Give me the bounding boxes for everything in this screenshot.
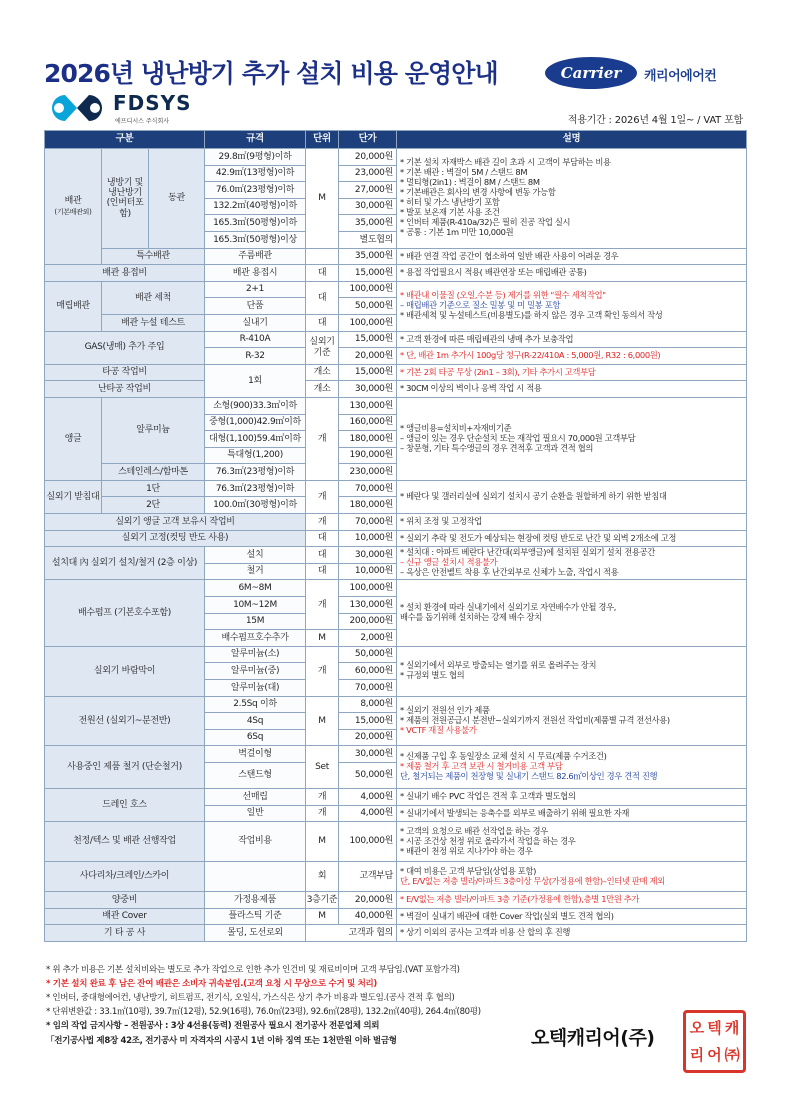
spec-cell: 165.3㎡(50평형)이하	[205, 215, 306, 232]
price-cell: 30,000원	[339, 547, 397, 564]
fdsys-logo	[43, 91, 208, 126]
spec-cell: 배관 용접시	[205, 265, 306, 282]
price-cell: 4,000원	[339, 788, 397, 805]
spec-cell: 29.8㎡(9평형)이하	[205, 149, 306, 166]
embedded-label: 매립배관	[45, 281, 102, 331]
price-cell: 10,000원	[339, 563, 397, 580]
table-row	[45, 530, 747, 547]
spec-cell: 15M	[205, 613, 306, 630]
power-label: 전원선 (실외기~분전반)	[45, 696, 205, 746]
pricing-table	[44, 130, 747, 942]
price-cell: 30,000원	[339, 381, 397, 398]
table-row	[45, 547, 747, 564]
company-seal-icon: 오 텍 캐 리 어 ㈜	[683, 1010, 746, 1073]
spec-cell: 실내기	[205, 314, 306, 331]
pump-label: 배수펌프 (기본호수포함)	[45, 580, 205, 646]
price-cell: 27,000원	[339, 182, 397, 199]
fix-label: 실외기 고정(컷팅 반도 사용)	[45, 530, 306, 547]
hard-core-label: 난타공 작업비	[45, 381, 205, 398]
unit-cell: M	[306, 149, 339, 249]
table-row	[45, 149, 747, 166]
ladder-desc: * 대여 비용은 고객 부담임(상업용 포함) 단, E/V없는 저층 빌라/아파트 3층이상 무상(가정용에 한함)–인터넷 판매 제외	[397, 862, 747, 892]
table-header-row	[45, 131, 747, 149]
unit-cell: M	[306, 908, 339, 925]
price-cell: 50,000원	[339, 298, 397, 315]
aluminum-label: 알루미늄	[102, 397, 205, 463]
price-cell: 40,000원	[339, 908, 397, 925]
unit-cell: 개	[306, 805, 339, 822]
price-cell: 50,000원	[339, 762, 397, 788]
table-row	[45, 480, 747, 497]
spec-cell: 알루미늄(대)	[205, 680, 306, 697]
price-cell: 70,000원	[339, 480, 397, 497]
header-desc: 설명	[397, 131, 747, 149]
carrier-brand-kr: 캐리어에어컨	[644, 69, 717, 84]
price-cell: 20,000원	[339, 149, 397, 166]
desc-cell: * 배관 연결 작업 공간이 협소하여 일반 배관 사용이 어려운 경우	[397, 248, 747, 265]
table-row	[45, 646, 747, 663]
unit-cell: M	[306, 822, 339, 862]
table-row	[45, 281, 747, 298]
unit-cell: 회	[306, 862, 339, 892]
table-row	[45, 381, 747, 398]
spec-cell: 스탠드형	[205, 762, 306, 788]
bracket-label: 앵글	[45, 397, 102, 480]
price-cell: 100,000원	[339, 314, 397, 331]
carrier-logo-text: Carrier	[560, 64, 622, 82]
table-row	[45, 862, 747, 892]
price-cell: 180,000원	[339, 431, 397, 448]
desc-cell: * 실외기 추락 및 전도가 예상되는 현장에 컷팅 반도로 난간 및 외벽 2개소에 고정	[397, 530, 747, 547]
table-row	[45, 580, 747, 597]
table-row	[45, 397, 747, 414]
spec-cell: 알루미늄(중)	[205, 663, 306, 680]
table-row	[45, 925, 747, 942]
unit-cell: 대	[306, 281, 339, 314]
spec-cell: 선매립	[205, 788, 306, 805]
price-cell: 2,000원	[339, 630, 397, 647]
desc-cell: * 기본 2회 타공 무상 (2in1 – 3회), 기타 추가시 고객부담	[397, 364, 747, 381]
note-line: * 기본 설치 완료 후 남은 잔여 배관은 소비자 귀속분임.(고객 요청 시 무상으로 수거 및 처리)	[46, 979, 378, 990]
desc-cell: * 위치 조정 및 고정작업	[397, 514, 747, 531]
spec-cell	[205, 862, 306, 892]
price-cell: 고객부담	[339, 862, 397, 892]
desc-cell: * E/V없는 저층 빌라/아파트 3층 기준(가정용에 한함),층별 1만원 추가	[397, 892, 747, 909]
spec-cell: 설치	[205, 547, 306, 564]
spec-cell: 4Sq	[205, 713, 306, 730]
table-row	[45, 822, 747, 862]
unit-cell: 실외기 기준	[306, 331, 339, 364]
spec-cell: 몰딩, 도선로외	[205, 925, 306, 942]
window-label: 설치대 內 실외기 설치/철거 (2층 이상)	[45, 547, 205, 580]
unit-cell: M	[306, 630, 339, 647]
unit-cell: 개	[306, 514, 339, 531]
price-cell: 180,000원	[339, 497, 397, 514]
fdsys-subtitle: 에프디시스 주식회사	[115, 118, 170, 125]
spec-cell: 42.9㎡(13평형)이하	[205, 165, 306, 182]
spec-cell: 단품	[205, 298, 306, 315]
spec-cell: 165.3㎡(50평형)이상	[205, 231, 306, 248]
unit-cell: 대	[306, 530, 339, 547]
note-line: * 위 추가 비용은 기본 설치비와는 별도로 추가 작업으로 인한 추가 인건비 및 재료비이며 고객 부담임.(VAT 포함가격)	[46, 965, 460, 975]
price-cell: 60,000원	[339, 663, 397, 680]
spec-cell: 76.3㎡(23평형)이하	[205, 464, 306, 481]
price-cell: 20,000원	[339, 348, 397, 365]
ceiling-label: 천정/텍스 및 배관 선행작업	[45, 822, 205, 862]
price-cell: 8,000원	[339, 696, 397, 713]
price-cell: 100,000원	[339, 580, 397, 597]
core-label: 타공 작업비	[45, 364, 205, 381]
unit-cell: 대	[306, 547, 339, 564]
price-cell: 30,000원	[339, 746, 397, 763]
stand-tier: 2단	[102, 497, 205, 514]
removal-label: 사용중인 제품 철거 (단순철거)	[45, 746, 205, 789]
piping-desc: * 기본 설치 자재박스 배관 길이 초과 시 고객이 부담하는 비용 * 기본 배관 : 벽걸이 5M / 스탠드 8M * 멀티형(2in1) : 벽걸이 8M / 스탠드 8M * 기본배관은 회사의 변경 사항에 변동 가능함 * 히터 및 가스 냉난방기 포함 * 발포 보온재 기본 사용 조건 * 인버터 제품(R-410a/32)은 필히 진공 작업 실시 * 공통 : 기본 1m 미만 10,000원	[397, 149, 747, 249]
piping-group: 배관 (기본배관외)	[45, 149, 102, 265]
spec-cell: 소형(900)33.3㎡이하	[205, 397, 306, 414]
price-cell: 15,000원	[339, 364, 397, 381]
leak-label: 배관 누설 테스트	[102, 314, 205, 331]
pump-desc: * 설치 환경에 따라 실내기에서 실외기로 자연배수가 안될 경우, 배수를 돕기위해 설치하는 강제 배수 장치	[397, 580, 747, 646]
spec-cell: 132.2㎡(40평형)이하	[205, 198, 306, 215]
unit-cell: 개소	[306, 381, 339, 398]
unit-cell: 3층기준	[306, 892, 339, 909]
price-cell: 15,000원	[339, 265, 397, 282]
carrier-logo	[545, 57, 637, 89]
wind-label: 실외기 바람막이	[45, 646, 205, 696]
power-desc: * 실외기 전원선 인가 제품 * 제품의 전원공급시 분전반~실외기까지 전원선 작업비(제품별 규격 전선사용) * VCTF 재질 사용불가	[397, 696, 747, 746]
spec-cell: 철거	[205, 563, 306, 580]
note-line: * 단위변환값 : 33.1㎡(10평), 39.7㎡(12평), 52.9(16평), 76.0㎡(23평), 92.6㎡(28평), 132.2㎡(40평), 264.4㎡(80평)	[46, 1007, 481, 1018]
price-cell: 160,000원	[339, 414, 397, 431]
price-cell: 20,000원	[339, 892, 397, 909]
table-row	[45, 788, 747, 805]
spec-cell: 6M~8M	[205, 580, 306, 597]
price-cell: 130,000원	[339, 397, 397, 414]
price-cell: 70,000원	[339, 514, 397, 531]
unit-cell: 개	[306, 646, 339, 696]
table-row	[45, 248, 747, 265]
price-cell: 190,000원	[339, 447, 397, 464]
window-desc: * 설치대 : 아파트 베란다 난간대(외부앵글)에 설치된 실외기 설치 전용공간 – 신규 앵글 설치시 적용불가 – 옥상은 안전벨트 착용 후 난간외부로 신체가 노출, 작업시 적용	[397, 547, 747, 580]
price-cell: 고객과 협의	[306, 925, 397, 942]
price-cell: 15,000원	[339, 713, 397, 730]
spec-cell: 1회	[205, 364, 306, 397]
table-row	[45, 514, 747, 531]
price-cell: 15,000원	[339, 331, 397, 348]
desc-cell: * 단, 배관 1m 추가시 100g당 청구(R-22/410A : 5,000원, R32 : 6,000원)	[397, 348, 747, 365]
price-cell: 20,000원	[339, 729, 397, 746]
header-unit: 단위	[306, 131, 339, 149]
piping-subgroup: 냉방기 및 냉난방기 (인버터포함)	[102, 149, 149, 249]
gas-label: GAS(냉매) 추가 주입	[45, 331, 205, 364]
lift-label: 양중비	[45, 892, 205, 909]
spec-cell: 주름배관	[205, 248, 306, 265]
desc-cell: * 상기 이외의 공사는 고객과 비용 산 합의 후 진행	[397, 925, 747, 942]
table-row	[45, 331, 747, 348]
price-cell: 4,000원	[339, 805, 397, 822]
spec-cell: 대형(1,100)59.4㎡이하	[205, 431, 306, 448]
fdsys-text: FDSYS	[113, 91, 192, 115]
spec-cell: 특대형(1,200)	[205, 447, 306, 464]
unit-cell: 대	[306, 563, 339, 580]
unit-cell: Set	[306, 746, 339, 789]
unit-cell: 개	[306, 580, 339, 630]
company-name: 오텍캐리어(주)	[531, 1027, 655, 1049]
spec-cell: 배수펌프호수추가	[205, 630, 306, 647]
spec-cell: 벽걸이형	[205, 746, 306, 763]
note-line: * 임의 작업 금지사항 – 전원공사 : 3상 4선용(동력) 전원공사 필요시 전기공사 전문업체 의뢰	[46, 1021, 380, 1032]
unit-cell: 개	[306, 397, 339, 480]
unit-cell: 개	[306, 480, 339, 513]
header-spec: 규격	[205, 131, 306, 149]
spec-cell: 100.0㎡(30평형)이하	[205, 497, 306, 514]
price-cell: 230,000원	[339, 464, 397, 481]
price-cell: 50,000원	[339, 646, 397, 663]
price-cell: 70,000원	[339, 680, 397, 697]
price-cell: 별도협의	[339, 231, 397, 248]
unit-cell: 대	[306, 265, 339, 282]
special-piping-label: 특수배관	[102, 248, 205, 265]
ceiling-desc: * 고객의 요청으로 배관 선작업을 하는 경우 * 시공 조건상 천정 위로 올라가서 작업을 하는 경우 * 배관이 천정 위로 지나가야 하는 경우	[397, 822, 747, 862]
desc-cell: * 실내기에서 발생되는 응축수를 외부로 배출하기 위해 필요한 자재	[397, 805, 747, 822]
unit-cell: 대	[306, 314, 339, 331]
etc-label: 기 타 공 사	[45, 925, 205, 942]
table-row	[45, 696, 747, 713]
spec-cell: 2.5Sq 이하	[205, 696, 306, 713]
spec-cell: 2+1	[205, 281, 306, 298]
table-row	[45, 746, 747, 763]
price-cell: 200,000원	[339, 613, 397, 630]
removal-desc: * 신제품 구입 후 동일장소 교체 설치 시 무료(제품 수거조건) * 제품 철거 후 고객 보관 시 철거비용 고객 부담 단, 철거되는 제품이 천장형 및 실내기 스탠드 82.6㎡이상인 경우 견적 진행	[397, 746, 747, 789]
desc-cell: * 30CM 이상의 벽이나 옹벽 작업 시 적용	[397, 381, 747, 398]
unit-cell: M	[306, 696, 339, 746]
piping-copper: 동관	[149, 149, 205, 249]
embedded-desc: * 배관내 이물질 (오일,수분 등) 제거를 위한 "필수 세척작업" – 매립배관 기준으로 질소 밀봉 및 미 밀봉 포함 * 배관세척 및 누설테스트(비용별도)를 하지 않은 경우 고객 확인 동의서 작성	[397, 281, 747, 331]
price-cell: 35,000원	[339, 215, 397, 232]
desc-cell: * 베란다 및 갤러리실에 실외기 설치시 공기 순환을 원할하게 하기 위한 받침대	[397, 480, 747, 513]
price-cell: 100,000원	[339, 281, 397, 298]
spec-cell: 알루미늄(소)	[205, 646, 306, 663]
note-line: 「전기공사법 제8장 42조, 전기공사 미 자격자의 시공시 1년 이하 징역 또는 1천만원 이하 벌금형	[46, 1035, 397, 1046]
stainless-label: 스테인레스/함마톤	[102, 464, 205, 481]
table-row	[45, 892, 747, 909]
price-cell: 23,000원	[339, 165, 397, 182]
bracket-desc: * 앵글비용=설치비+자재비기준 – 앵글이 있는 경우 단순설치 또는 재작업 필요시 70,000원 고객부담 – 창문형, 기타 특수앵글의 경우 견적후 고객과 견적 협의	[397, 397, 747, 480]
footnotes	[46, 963, 481, 1048]
stand-tier: 1단	[102, 480, 205, 497]
bracket-keep-label: 실외기 앵글 고객 보유시 작업비	[45, 514, 306, 531]
unit-cell: 개	[306, 788, 339, 805]
cover-label: 배관 Cover	[45, 908, 205, 925]
price-cell: 130,000원	[339, 597, 397, 614]
header-gubun: 구분	[45, 131, 205, 149]
spec-cell: 가정용제품	[205, 892, 306, 909]
desc-cell: * 벽걸이 실내기 배관에 대한 Cover 작업(실외 별도 견적 협의)	[397, 908, 747, 925]
drain-label: 드레인 호스	[45, 788, 205, 821]
stand-label: 실외기 받침대	[45, 480, 102, 513]
spec-cell: 플라스틱 기준	[205, 908, 306, 925]
page-title: 2026년 냉난방기 추가 설치 비용 운영안내	[44, 59, 498, 88]
spec-cell: 작업비용	[205, 822, 306, 862]
price-cell: 35,000원	[339, 248, 397, 265]
price-cell: 30,000원	[339, 198, 397, 215]
spec-cell: 10M~12M	[205, 597, 306, 614]
spec-cell: R-32	[205, 348, 306, 365]
spec-cell: R-410A	[205, 331, 306, 348]
ladder-label: 사다리차/크레인/스카이	[45, 862, 205, 892]
wash-label: 배관 세척	[102, 281, 205, 314]
spec-cell: 76.0㎡(23평형)이하	[205, 182, 306, 199]
spec-cell: 6Sq	[205, 729, 306, 746]
apply-period: 적용기간 : 2026년 4월 1일~ / VAT 포함	[567, 115, 743, 126]
spec-cell: 중형(1,000)42.9㎡이하	[205, 414, 306, 431]
desc-cell: * 고객 환경에 따른 매립배관의 냉매 추가 보충작업	[397, 331, 747, 348]
unit-cell	[306, 248, 339, 265]
weld-label: 배관 용접비	[45, 265, 205, 282]
spec-cell: 일반	[205, 805, 306, 822]
table-row	[45, 364, 747, 381]
note-line: * 인버터, 중대형에어컨, 냉난방기, 히트펌프, 전기식, 오일식, 가스식은 상기 추가 비용과 별도임.(공사 견적 후 협의)	[46, 993, 455, 1004]
desc-cell: * 용접 작업필요시 적용( 배관연장 또는 매립배관 공통)	[397, 265, 747, 282]
wind-desc: * 실외기에서 외부로 방출되는 열기를 위로 올려주는 장치 * 규정외 별도 협의	[397, 646, 747, 696]
table-row	[45, 908, 747, 925]
desc-cell: * 실내기 배수 PVC 작업은 견적 후 고객과 별도협의	[397, 788, 747, 805]
table-row	[45, 265, 747, 282]
header-price: 단가	[339, 131, 397, 149]
fdsys-mark-icon	[43, 91, 113, 125]
unit-cell: 개소	[306, 364, 339, 381]
spec-cell: 76.3㎡(23평형)이하	[205, 480, 306, 497]
price-cell: 10,000원	[339, 530, 397, 547]
price-cell: 100,000원	[339, 822, 397, 862]
